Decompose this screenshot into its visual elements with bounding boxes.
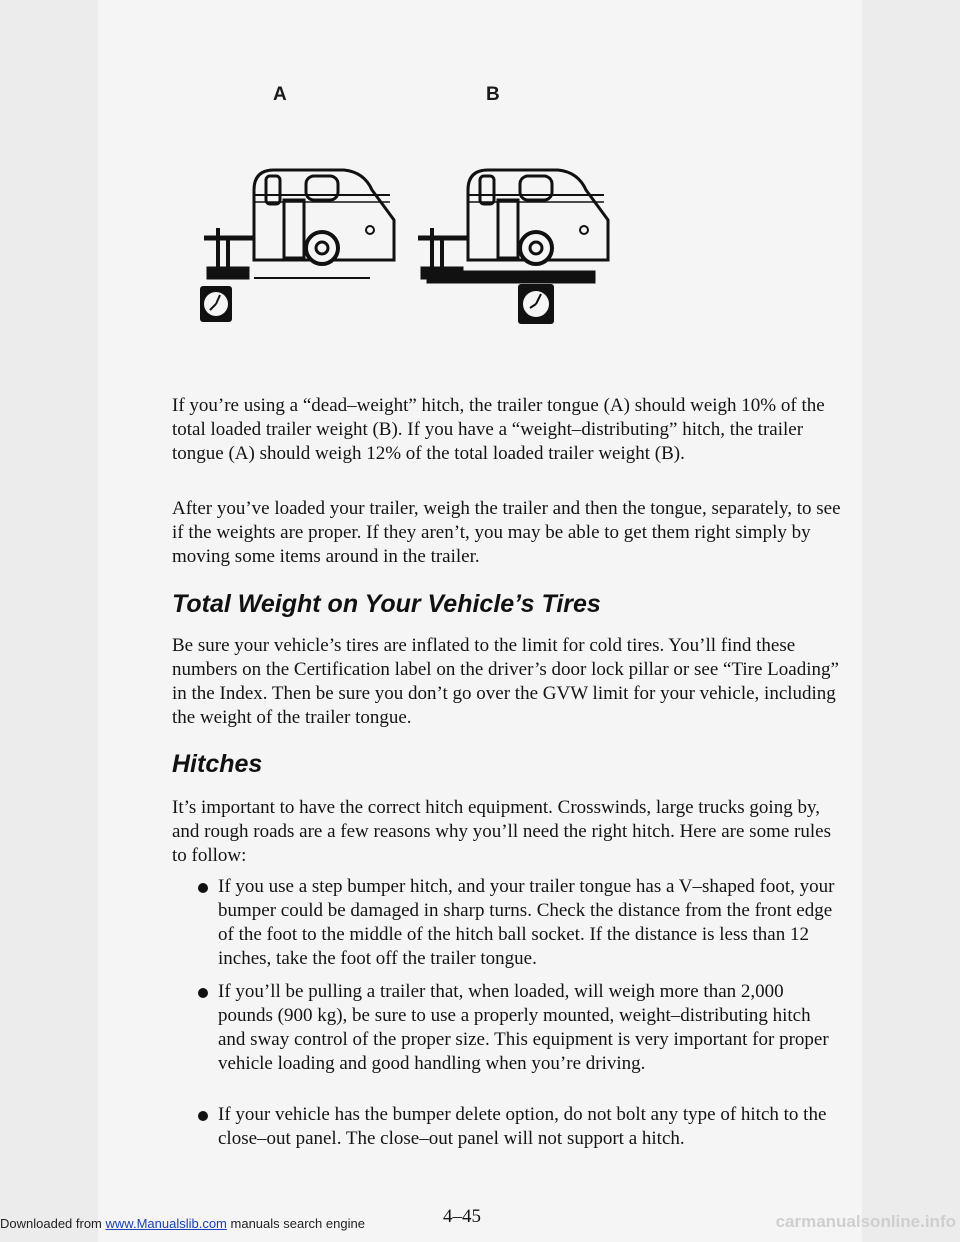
- watermark: carmanualsonline.info: [775, 1212, 956, 1231]
- list-item-text: If you use a step bumper hitch, and your trailer tongue has a V–shaped foot, your bumper could be damaged in sharp turns. Check the distance from the front edge of the foot to the middle of the hitch ball socket. If the distance is less than 12 inches, take the foot off the trailer tongue.: [218, 876, 835, 969]
- trailer-b-diagram: [418, 170, 608, 282]
- download-credit-prefix: Downloaded from: [0, 1216, 102, 1231]
- manualslib-link[interactable]: www.Manualslib.com: [105, 1216, 227, 1231]
- list-item-text: If you’ll be pulling a trailer that, when loaded, will weigh more than 2,000 pounds (900 kg), be sure to use a properly mounted, weight–distributing hitch and sway control of the proper size. This equipment is very important for proper vehicle loading and good handling when you’re driving.: [218, 981, 829, 1074]
- bullet-icon: [198, 988, 208, 998]
- list-item-text: If your vehicle has the bumper delete option, do not bolt any type of hitch to the close–out panel. The close–out panel will not support a hitch.: [218, 1104, 827, 1149]
- trailer-weighing-illustration: [194, 150, 624, 350]
- bullet-icon: [198, 883, 208, 893]
- bullet-icon: [198, 1111, 208, 1121]
- trailer-a-diagram: [204, 170, 394, 278]
- heading-total-weight: Total Weight on Your Vehicle’s Tires: [172, 590, 601, 618]
- page-number: 4–45: [443, 1206, 481, 1227]
- scale-a-icon: [200, 286, 232, 322]
- paragraph-hitches: It’s important to have the correct hitch equipment. Crosswinds, large trucks going by, and rough roads are a few reasons why you’ll need the right hitch. Here are some rules to follow:: [172, 797, 831, 866]
- paragraph-total-weight: Be sure your vehicle’s tires are inflated to the limit for cold tires. You’ll find these numbers on the Certification label on the driver’s door lock pillar or see “Tire Loading” in the Index. Then be sure you don’t go over the GVW limit for your vehicle, including the weight of the trailer tongue.: [172, 635, 839, 728]
- heading-hitches: Hitches: [172, 750, 263, 778]
- paragraph-weigh-trailer: After you’ve loaded your trailer, weigh the trailer and then the tongue, separately, to see if the weights are proper. If they aren’t, you may be able to get them right simply by moving some items around in the trailer.: [172, 498, 841, 567]
- scale-b-icon: [518, 284, 554, 324]
- download-credit: [0, 1216, 365, 1231]
- figure-label-b: B: [486, 84, 500, 105]
- paragraph-tongue-weight: If you’re using a “dead–weight” hitch, the trailer tongue (A) should weigh 10% of the total loaded trailer weight (B). If you have a “weight–distributing” hitch, the trailer tongue (A) should weigh 12% of the total loaded trailer weight (B).: [172, 395, 825, 464]
- download-credit-suffix: manuals search engine: [230, 1216, 365, 1231]
- figure-label-a: A: [273, 84, 287, 105]
